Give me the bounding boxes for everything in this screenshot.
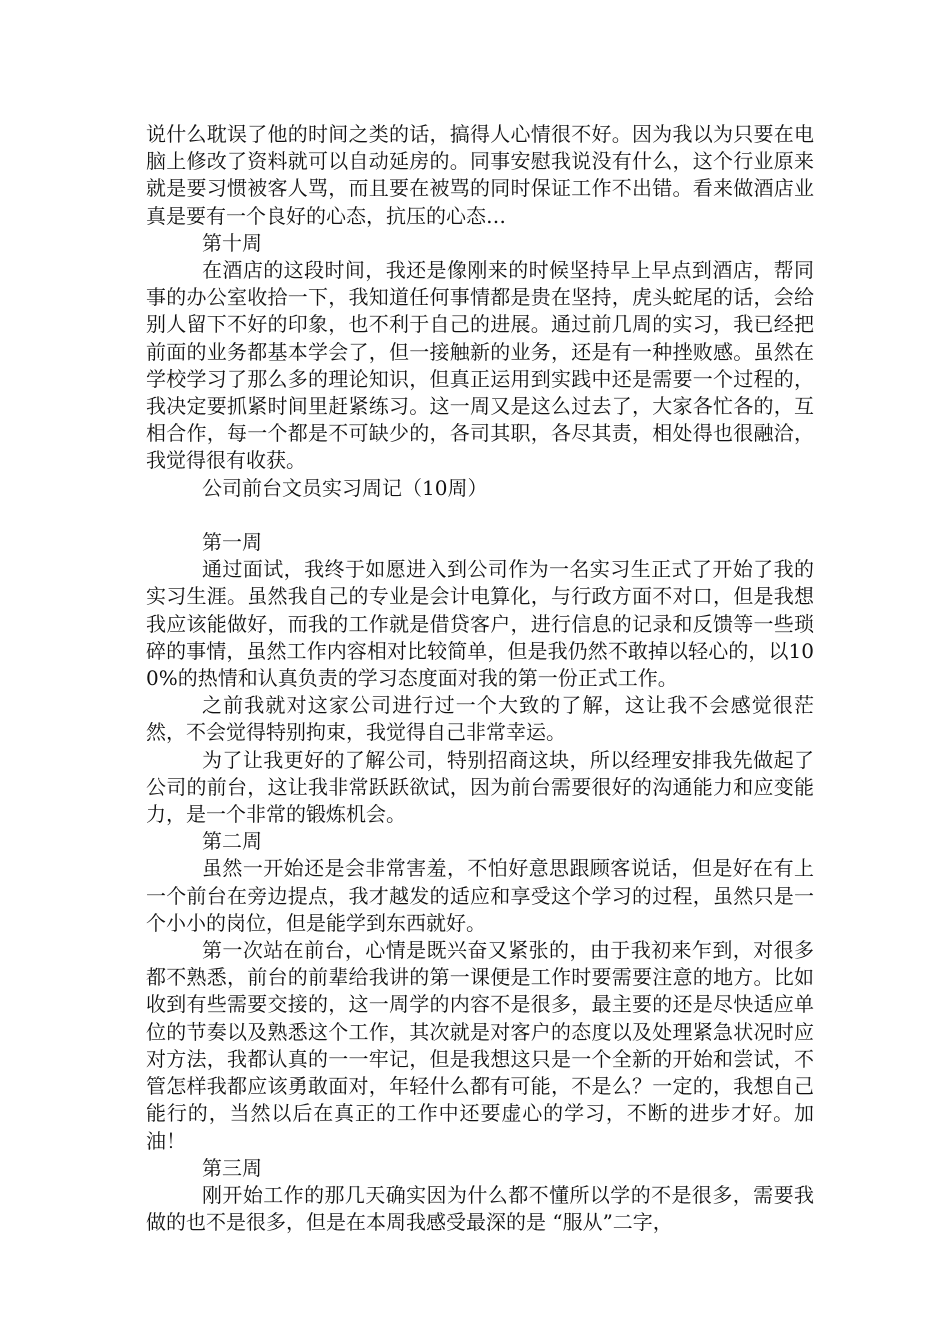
week-heading-10: 第十周 [202, 230, 262, 255]
blank-line [146, 502, 814, 529]
document-page [146, 121, 814, 1236]
week-heading-2: 第二周 [202, 829, 262, 854]
paragraph-week-3-a: 刚开始工作的那几天确实因为什么都不懂所以学的不是很多，需要我做的也不是很多，但是在本周我感受最深的是 “服从”二字， [146, 1182, 814, 1235]
paragraph-week-1-a: 通过面试，我终于如愿进入到公司作为一名实习生正式了开始了我的实习生涯。虽然我自己的专业是会计电算化，与行政方面不对口，但是我想我应该能做好，而我的工作就是借贷客户，进行信息的记录和反馈等一些琐碎的事情，虽然工作内容相对比较简单，但是我仍然不敢掉以轻心的，以100%的热情和认真负责的学习态度面对我的第一份正式工作。 [146, 557, 814, 691]
paragraph-week-2-a: 虽然一开始还是会非常害羞，不怕好意思跟顾客说话，但是好在有上一个前台在旁边提点，我才越发的适应和享受这个学习的过程，虽然只是一个小小的岗位，但是能学到东西就好。 [146, 856, 814, 935]
paragraph-week-2-b: 第一次站在前台，心情是既兴奋又紧张的，由于我初来乍到，对很多都不熟悉，前台的前辈给我讲的第一课便是工作时要需要注意的地方。比如收到有些需要交接的，这一周学的内容不是很多，最主要的还是尽快适应单位的节奏以及熟悉这个工作，其次就是对客户的态度以及处理紧急状况时应对方法，我都认真的一一牢记，但是我想这只是一个全新的开始和尝试，不管怎样我都应该勇敢面对，年轻什么都有可能，不是么？一定的，我想自己能行的，当然以后在真正的工作中还要虚心的学习，不断的进步才好。加油！ [146, 938, 814, 1153]
week-heading-3: 第三周 [202, 1155, 262, 1180]
paragraph-week-10: 在酒店的这段时间，我还是像刚来的时候坚持早上早点到酒店，帮同事的办公室收拾一下，我知道任何事情都是贵在坚持，虎头蛇尾的话，会给别人留下不好的印象，也不利于自己的进展。通过前几周的实习，我已经把前面的业务都基本学会了，但一接触新的业务，还是有一种挫败感。虽然在学校学习了那么多的理论知识，但真正运用到实践中还是需要一个过程的，我决定要抓紧时间里赶紧练习。这一周又是这么过去了，大家各忙各的，互相合作，每一个都是不可缺少的，各司其职，各尽其责，相处得也很融洽，我觉得很有收获。 [146, 258, 814, 473]
week-heading-1: 第一周 [202, 530, 262, 555]
paragraph-week-1-c: 为了让我更好的了解公司，特别招商这块，所以经理安排我先做起了公司的前台，这让我非常跃跃欲试，因为前台需要很好的沟通能力和应变能力，是一个非常的锻炼机会。 [146, 747, 814, 827]
section-title: 公司前台文员实习周记（10周） [202, 475, 488, 500]
paragraph-continued: 说什么耽误了他的时间之类的话，搞得人心情很不好。因为我以为只要在电脑上修改了资料就可以自动延房的。同事安慰我说没有什么，这个行业原来就是要习惯被客人骂，而且要在被骂的同时保证工作不出错。看来做酒店业真是要有一个良好的心态，抗压的心态… [146, 122, 814, 228]
paragraph-week-1-b: 之前我就对这家公司进行过一个大致的了解，这让我不会感觉很茫然，不会觉得特别拘束，我觉得自己非常幸运。 [146, 693, 814, 745]
